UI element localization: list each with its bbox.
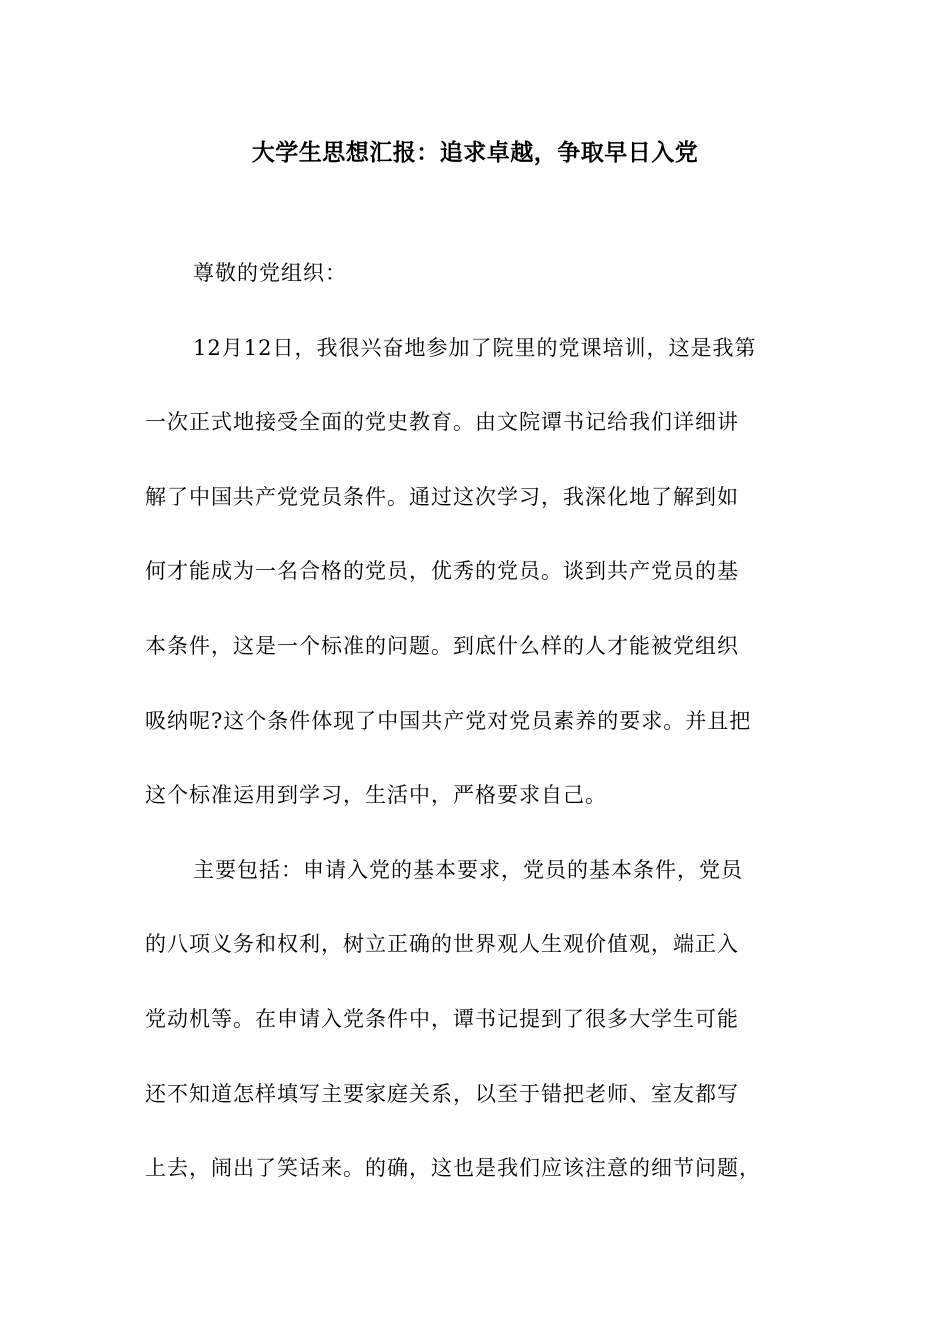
paragraph-line: 上去，闹出了笑话来。的确，这也是我们应该注意的细节问题，	[145, 1156, 761, 1181]
salutation-line: 尊敬的党组织：	[193, 261, 347, 285]
paragraph-line: 本条件，这是一个标准的问题。到底什么样的人才能被党组织	[145, 633, 739, 658]
paragraph-line: 主要包括：申请入党的基本要求，党员的基本条件，党员	[193, 857, 743, 882]
paragraph-line: 这个标准运用到学习，生活中，严格要求自己。	[145, 783, 607, 808]
paragraph-line: 12月12日，我很兴奋地参加了院里的党课培训，这是我第	[193, 335, 757, 360]
paragraph-line: 还不知道怎样填写主要家庭关系，以至于错把老师、室友都写	[145, 1081, 739, 1106]
paragraph-line: 一次正式地接受全面的党史教育。由文院谭书记给我们详细讲	[145, 410, 739, 435]
paragraph-line: 的八项义务和权利，树立正确的世界观人生观价值观，端正入	[145, 932, 739, 957]
document-body	[145, 258, 835, 1228]
paragraph-line: 解了中国共产党党员条件。通过这次学习，我深化地了解到如	[145, 484, 739, 509]
document-title: 大学生思想汇报：追求卓越，争取早日入党	[251, 139, 699, 166]
paragraph-line: 党动机等。在申请入党条件中，谭书记提到了很多大学生可能	[145, 1006, 739, 1031]
paragraph-line: 吸纳呢?这个条件体现了中国共产党对党员素养的要求。并且把	[145, 708, 752, 733]
paragraph-line: 何才能成为一名合格的党员，优秀的党员。谈到共产党员的基	[145, 559, 739, 584]
